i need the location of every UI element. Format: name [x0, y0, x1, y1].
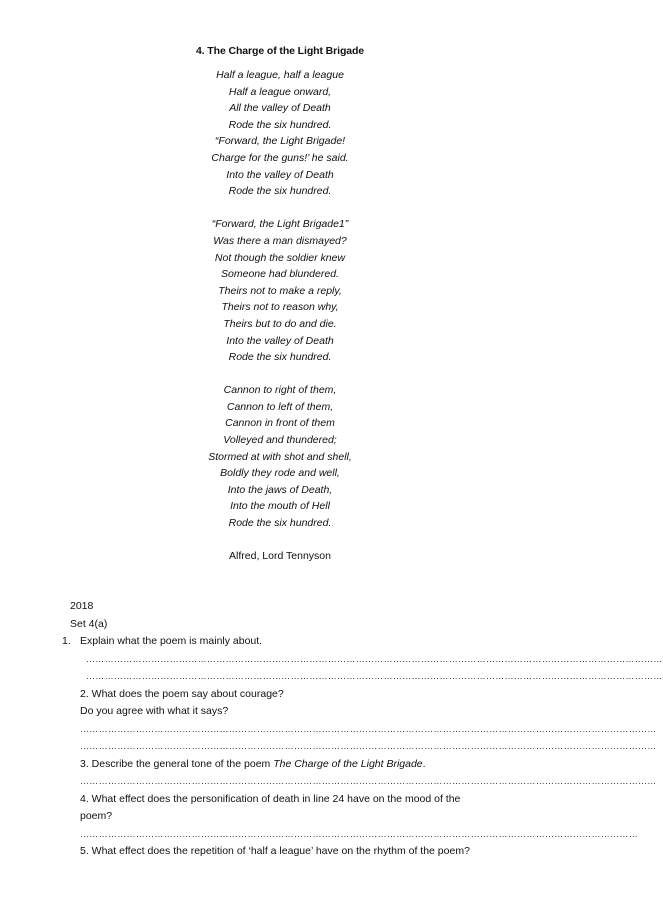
question-3-prefix: 3. Describe the general tone of the poem [80, 757, 274, 770]
poem-line: Into the valley of Death [226, 334, 334, 347]
question-5: 5. What effect does the repetition of ‘half a league’ have on the rhythm of the poem? [80, 845, 470, 857]
question-3 [62, 756, 502, 774]
poem-line: Half a league, half a league [216, 69, 344, 81]
poem-line: Theirs but to do and die. [223, 317, 337, 330]
poem-line: Into the valley of Death [226, 168, 334, 181]
poem-line: All the valley of Death [229, 102, 331, 115]
poem-line: Into the mouth of Hell [230, 500, 330, 513]
question-1-number: 1. [62, 635, 71, 647]
answer-line[interactable]: …………………………………………………………………………………………………………………………………………………………………… [86, 671, 663, 681]
question-2: 2. What does the poem say about courage? [80, 687, 284, 700]
poem-line: Rode the six hundred. [228, 351, 332, 364]
poem-line: Rode the six hundred. [228, 185, 332, 198]
poem-line: Half a league onward, [228, 85, 332, 98]
stanza-2 [0, 216, 560, 365]
question-4: 4. What effect does the personification of death in line 24 have on the mood of the [80, 792, 461, 805]
poem-author: Alfred, Lord Tennyson [229, 550, 331, 562]
question-1-text: Explain what the poem is mainly about. [80, 635, 263, 647]
poem-line: Was there a man dismayed? [213, 234, 347, 247]
question-3-poem-title: The Charge of the Light Brigade [273, 757, 423, 770]
poem-line: Cannon to right of them, [223, 384, 337, 397]
question-2-followup: Do you agree with what it says? [80, 705, 229, 717]
stanza-3 [0, 382, 560, 531]
poem-line: Into the jaws of Death, [227, 483, 333, 496]
answer-line[interactable]: …………………………………………………………………………………………………………………………………………………………………… [80, 723, 657, 734]
poem-line: Charge for the guns!’ he said. [211, 151, 349, 164]
poem-title: 4. The Charge of the Light Brigade [195, 45, 365, 57]
poem-body [0, 67, 560, 548]
questions-section [62, 598, 663, 861]
poem-line: Someone had blundered. [221, 268, 339, 281]
answer-line[interactable]: …………………………………………………………………………………………………………………………………………………………………… [80, 776, 657, 786]
question-3-suffix: . [422, 757, 426, 770]
poem-line: Cannon in front of them [225, 417, 335, 430]
poem-line: Theirs not to reason why, [221, 301, 339, 314]
answer-line[interactable]: …………………………………………………………………………………………………………………………………………………………………… [80, 741, 657, 751]
answer-line[interactable]: ……………………………………………………………………………………………………………………………………………………………… [80, 828, 638, 839]
poem-line: Cannon to left of them, [226, 400, 334, 413]
poem-line: Not though the soldier knew [214, 251, 346, 264]
question-4-continued: poem? [80, 810, 113, 822]
poem-line: Stormed at with shot and shell, [208, 450, 352, 463]
poem-line: “Forward, the Light Brigade! [214, 135, 346, 148]
poem-line: Volleyed and thundered; [223, 434, 337, 447]
poem-line: Theirs not to make a reply, [218, 284, 342, 297]
poem-line: Rode the six hundred. [228, 517, 332, 530]
poem-line: Boldly they rode and well, [220, 467, 340, 480]
answer-line[interactable]: …………………………………………………………………………………………………………………………………………………………………… [86, 653, 663, 664]
question-1 [62, 633, 502, 651]
year-label: 2018 [70, 600, 94, 612]
poem-line: Rode the six hundred. [228, 118, 332, 131]
stanza-1 [0, 67, 560, 200]
poem-line: “Forward, the Light Brigade1” [211, 218, 349, 231]
set-label: Set 4(a) [70, 617, 108, 630]
